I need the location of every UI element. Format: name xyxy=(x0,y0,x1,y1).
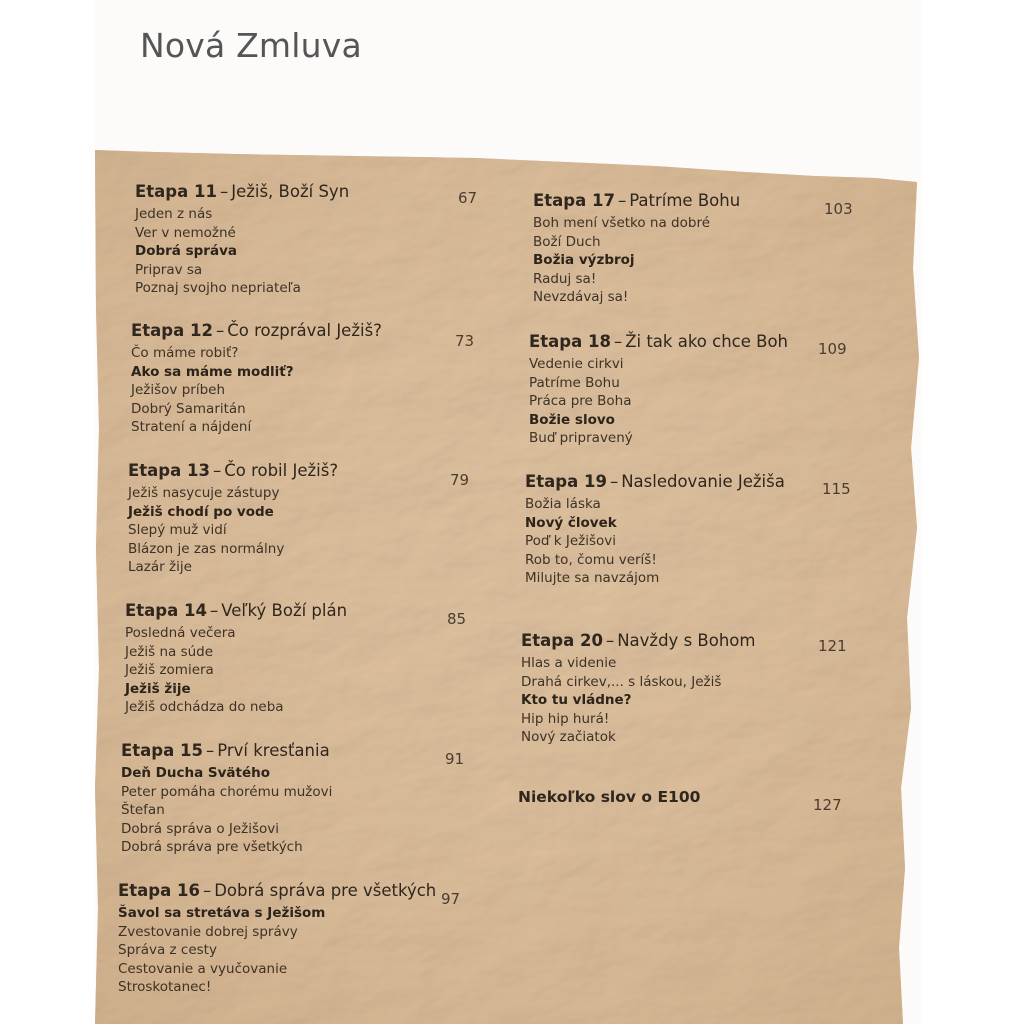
lesson-item: Štefan xyxy=(121,802,165,819)
lesson-item: Čo máme robiť? xyxy=(131,345,239,361)
page-number: 109 xyxy=(818,340,847,358)
lesson-item: Stratení a nájdení xyxy=(131,419,252,436)
stage-heading xyxy=(125,601,347,621)
stage-heading xyxy=(121,741,332,761)
lesson-item: Šavol sa stretáva s Ježišom xyxy=(118,905,326,921)
page-number: 67 xyxy=(458,189,478,207)
stage-number: Etapa 16 xyxy=(118,881,200,900)
stage-entry xyxy=(118,881,436,997)
stage-dash: – xyxy=(209,601,219,620)
lesson-item: Nový začiatok xyxy=(521,729,616,746)
page-number: 103 xyxy=(824,200,853,218)
stage-dash: – xyxy=(202,881,212,900)
stage-heading xyxy=(131,321,382,341)
lesson-item: Priprav sa xyxy=(135,261,203,278)
page-title: Nová Zmluva xyxy=(140,26,362,65)
stage-name: Veľký Boží plán xyxy=(221,601,348,620)
lesson-item: Milujte sa navzájom xyxy=(525,570,660,587)
stage-number: Etapa 15 xyxy=(121,741,203,760)
stage-entry xyxy=(128,461,338,577)
stage-heading xyxy=(521,631,755,651)
lesson-item: Hlas a videnie xyxy=(521,655,617,671)
lesson-item: Ježišov príbeh xyxy=(131,382,225,399)
stage-heading xyxy=(128,461,338,481)
lesson-item: Ježiš odchádza do neba xyxy=(125,699,284,716)
stage-entry xyxy=(525,472,785,588)
stage-entry xyxy=(121,741,332,857)
lesson-item: Stroskotanec! xyxy=(118,979,212,996)
stage-dash: – xyxy=(609,472,619,491)
stage-number: Etapa 19 xyxy=(525,472,607,491)
lesson-item: Hip hip hurá! xyxy=(521,710,610,727)
lesson-item: Dobrá správa pre všetkých xyxy=(121,839,303,856)
lesson-item: Zvestovanie dobrej správy xyxy=(118,923,298,940)
stage-entry xyxy=(529,332,788,448)
lesson-item: Deň Ducha Svätého xyxy=(121,765,271,781)
lesson-item: Patríme Bohu xyxy=(529,374,620,391)
lesson-item: Buď pripravený xyxy=(529,430,633,447)
closing-page-number: 127 xyxy=(813,796,842,814)
stage-name: Čo robil Ježiš? xyxy=(224,461,339,480)
lesson-item: Peter pomáha chorému mužovi xyxy=(121,783,333,800)
stage-heading xyxy=(135,182,349,202)
lesson-item: Vedenie cirkvi xyxy=(529,356,624,372)
stage-dash: – xyxy=(219,182,229,201)
stage-name: Navždy s Bohom xyxy=(617,631,756,650)
stage-number: Etapa 12 xyxy=(131,321,213,340)
page-number: 97 xyxy=(441,890,461,908)
stage-number: Etapa 17 xyxy=(533,191,615,210)
stage-dash: – xyxy=(215,321,225,340)
lesson-item: Nevzdávaj sa! xyxy=(533,289,629,306)
stage-name: Patríme Bohu xyxy=(629,191,741,210)
stage-heading xyxy=(533,191,740,211)
lesson-item: Dobrý Samaritán xyxy=(131,400,246,417)
lesson-item: Ježiš žije xyxy=(125,680,191,697)
lesson-item: Božie slovo xyxy=(529,411,615,428)
stage-dash: – xyxy=(617,191,627,210)
stage-name: Čo rozprával Ježiš? xyxy=(227,321,382,340)
lesson-item: Boží Duch xyxy=(533,233,601,250)
stage-entry xyxy=(125,601,347,717)
stage-entry xyxy=(521,631,755,747)
page-number: 85 xyxy=(447,610,467,628)
stage-number: Etapa 20 xyxy=(521,631,603,650)
stage-name: Nasledovanie Ježiša xyxy=(621,472,785,491)
lesson-item: Ježiš na súde xyxy=(125,643,214,660)
closing-entry: Niekoľko slov o E100 xyxy=(518,788,701,806)
lesson-item: Posledná večera xyxy=(125,625,236,641)
stage-number: Etapa 18 xyxy=(529,332,611,351)
stage-name: Dobrá správa pre všetkých xyxy=(214,881,437,900)
page-number: 115 xyxy=(822,480,851,498)
lesson-item: Cestovanie a vyučovanie xyxy=(118,960,288,977)
lesson-item: Blázon je zas normálny xyxy=(128,540,285,557)
lesson-item: Dobrá správa xyxy=(135,243,237,260)
lesson-item: Poznaj svojho nepriateľa xyxy=(135,280,301,297)
lesson-item: Dobrá správa o Ježišovi xyxy=(121,820,280,837)
lesson-item: Kto tu vládne? xyxy=(521,692,632,709)
lesson-item: Slepý muž vidí xyxy=(128,522,227,539)
lesson-item: Drahá cirkev,... s láskou, Ježiš xyxy=(521,673,722,690)
stage-name: Ži tak ako chce Boh xyxy=(625,332,789,351)
page-number: 79 xyxy=(450,471,470,489)
stage-dash: – xyxy=(605,631,615,650)
lesson-item: Ježiš nasycuje zástupy xyxy=(128,485,280,501)
lesson-item: Božia láska xyxy=(525,496,601,512)
lesson-item: Práca pre Boha xyxy=(529,393,632,410)
lesson-item: Raduj sa! xyxy=(533,270,597,287)
stage-heading xyxy=(525,472,785,492)
stage-dash: – xyxy=(212,461,222,480)
lesson-item: Správa z cesty xyxy=(118,942,217,959)
stage-number: Etapa 11 xyxy=(135,182,217,201)
stage-entry xyxy=(131,321,382,437)
stage-name: Ježiš, Boží Syn xyxy=(231,182,350,201)
stage-dash: – xyxy=(613,332,623,351)
lesson-item: Lazár žije xyxy=(128,559,192,576)
stage-entry xyxy=(533,191,740,307)
page-number: 91 xyxy=(445,750,465,768)
lesson-item: Boh mení všetko na dobré xyxy=(533,215,711,231)
stage-number: Etapa 13 xyxy=(128,461,210,480)
stage-heading xyxy=(529,332,788,352)
stage-name: Prví kresťania xyxy=(217,741,330,760)
lesson-item: Ježiš zomiera xyxy=(125,662,214,679)
lesson-item: Nový človek xyxy=(525,514,617,531)
lesson-item: Ver v nemožné xyxy=(135,224,236,241)
lesson-item: Jeden z nás xyxy=(135,206,213,222)
stage-entry xyxy=(135,182,349,298)
page-number: 73 xyxy=(455,332,475,350)
lesson-item: Božia výzbroj xyxy=(533,252,635,269)
stage-number: Etapa 14 xyxy=(125,601,207,620)
stage-heading xyxy=(118,881,436,901)
lesson-item: Rob to, čomu veríš! xyxy=(525,551,657,568)
lesson-item: Ako sa máme modliť? xyxy=(131,363,294,380)
lesson-item: Ježiš chodí po vode xyxy=(128,503,274,520)
page-number: 121 xyxy=(818,637,847,655)
stage-dash: – xyxy=(205,741,215,760)
lesson-item: Poď k Ježišovi xyxy=(525,533,617,550)
